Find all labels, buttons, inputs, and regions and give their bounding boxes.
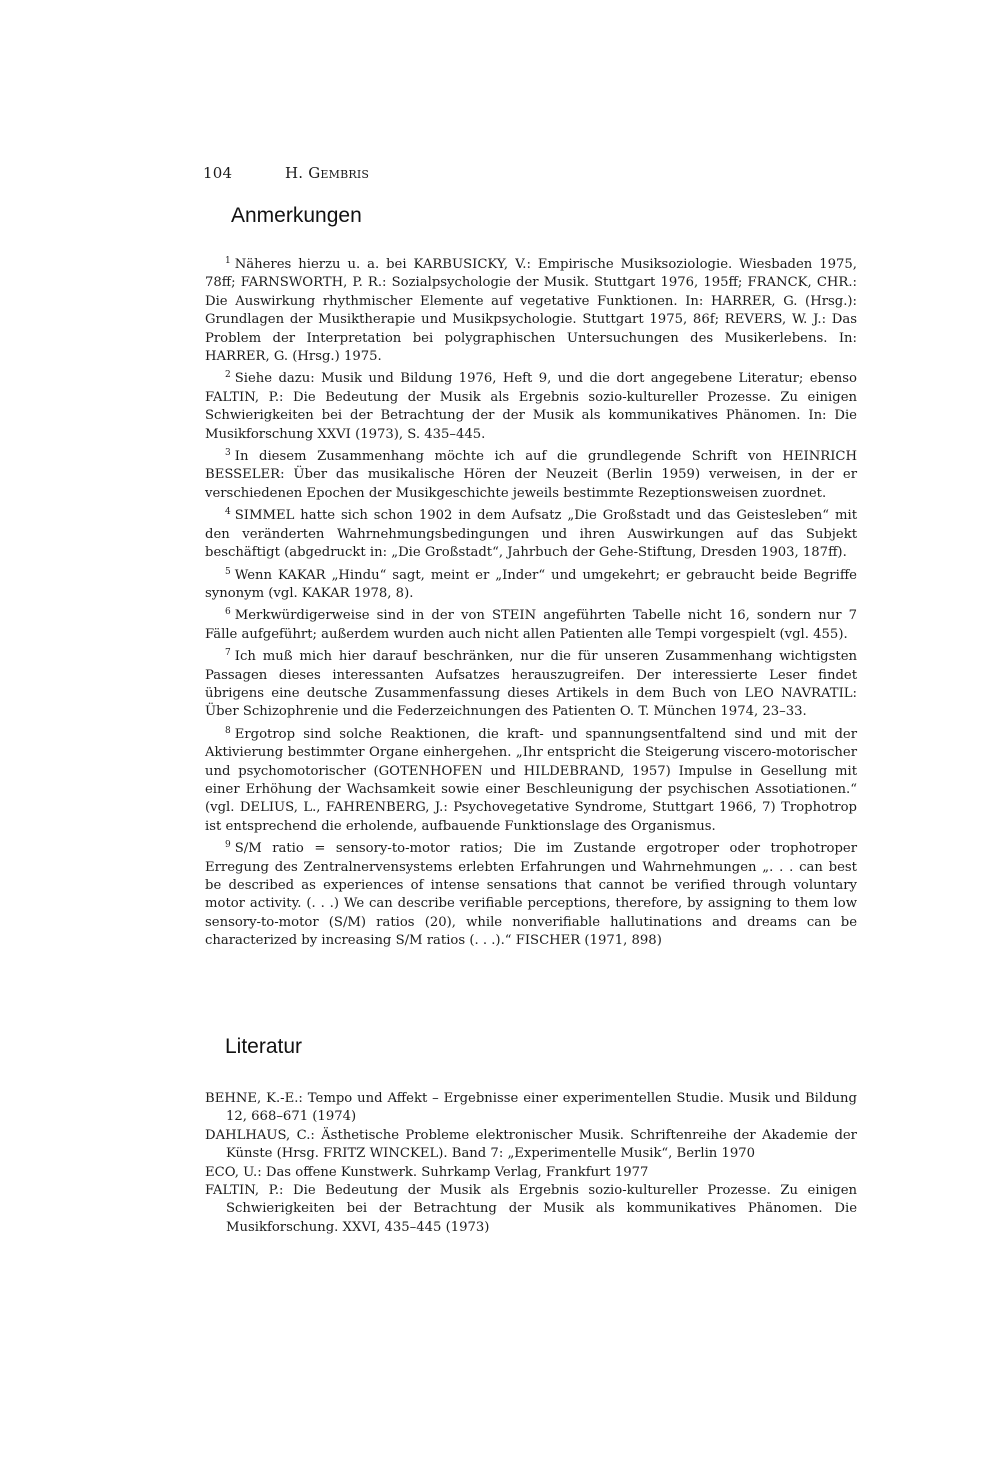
note-text: Wenn KAKAR „Hindu“ sagt, meint er „Inder“ und umgekehrt; er gebraucht beide Begriffe synonym (vgl. KAKAR 1978, 8). [205,567,857,601]
note-text: Siehe dazu: Musik und Bildung 1976, Heft 9, und die dort angegebene Literatur; ebenso FALTIN, P.: Die Bedeutung der Musik als Ergebnis sozio-kultureller Prozesse. Zu einigen Schwierigkeiten bei der Betrachtung der der Musik als kommunikatives Phänomen. In: Die Musikforschung XXVI (1973), S. 435–445. [205,371,857,442]
note-number: 6 [225,607,231,618]
reference-item: ECO, U.: Das offene Kunstwerk. Suhrkamp Verlag, Frankfurt 1977 [205,1164,649,1180]
page-number: 104 [203,164,233,182]
note-item [205,503,857,562]
anmerkungen-heading: Anmerkungen [231,204,362,227]
note-number: 8 [225,725,231,736]
note-item [205,563,857,604]
notes-list [205,252,857,951]
note-item [205,836,857,950]
note-text: Ich muß mich hier darauf beschränken, nur die für unseren Zusammenhang wichtigsten Passagen dieses interessanten Aufsatzes herauszugreifen. Der interessierte Leser findet übrigens eine deutsche Zusammenfassung dieses Artikels in dem Buch von LEO NAVRATIL: Über Schizophrenie und die Federzeichnungen des Patienten O. T. München 1974, 23–33. [205,649,857,720]
note-number: 1 [225,256,231,266]
note-text: Merkwürdigerweise sind in der von STEIN angeführten Tabelle nicht 16, sondern nur 7 Fälle aufgeführt; außerdem wurden auch nicht allen Patienten alle Tempi vorgespielt (vgl. 455). [205,608,857,642]
note-item [205,722,857,836]
reference-item: BEHNE, K.-E.: Tempo und Affekt – Ergebnisse einer experimentellen Studie. Musik und Bildung 12, 668–671 (1974) [205,1091,857,1125]
literatur-heading: Literatur [225,1035,303,1058]
note-number: 7 [225,648,231,659]
note-item [205,366,857,444]
reference-item: DAHLHAUS, C.: Ästhetische Probleme elektronischer Musik. Schriftenreihe der Akademie der Künste (Hrsg. FRITZ WINCKEL). Band 7: „Experimentelle Musik“, Berlin 1970 [205,1127,857,1162]
note-number: 9 [225,840,231,851]
note-item [205,252,857,366]
note-text: Ergotrop sind solche Reaktionen, die kraft- und spannungsentfaltend sind und mit der Aktivierung bestimmter Organe einhergehen. „Ihr entspricht die Steigerung viscero-motorischer und psychomotorischer (GOTENHOFEN und HILDEBRAND, 1957) Impulse in Gesellung mit einer Erhöhung der Wachsamkeit sowie einer Beschleunigung der psychischen Assotiationen.“ (vgl. DELIUS, L., FAHRENBERG, J.: Psychovegetative Syndrome, Stuttgart 1966, 7) Trophotrop ist entsprechend die erholende, aufbauende Funktionslage des Organismus. [205,726,857,834]
note-number: 4 [225,507,231,518]
note-item [205,644,857,722]
note-text: Näheres hierzu u. a. bei KARBUSICKY, V.: Empirische Musiksoziologie. Wiesbaden 1975, 78ff; FARNSWORTH, P. R.: Sozialpsychologie der Musik. Stuttgart 1976, 195ff; FRANCK, CHR.: Die Auswirkung rhythmischer Elemente auf vegetative Funktionen. In: HARRER, G. (Hrsg.): Grundlagen der Musiktherapie und Musikpsychologie. Stuttgart 1975, 86f; REVERS, W. J.: Das Problem der Interpretation bei polygraphischen Untersuchungen des Musikerlebens. In: HARRER, G. (Hrsg.) 1975. [205,257,857,365]
note-number: 5 [225,566,231,577]
running-header [203,164,369,182]
reference-item: FALTIN, P.: Die Bedeutung der Musik als Ergebnis sozio-kultureller Prozesse. Zu einigen Schwierigkeiten bei der Betrachtung der Musik als kommunikatives Phänomen. Die Musikforschung. XXVI, 435–445 (1973) [205,1183,857,1235]
note-number: 3 [225,448,231,459]
references-list [205,1090,857,1237]
note-item [205,603,857,644]
running-head-author: H. Gembris [285,164,370,182]
note-item [205,444,857,503]
note-text: S/M ratio = sensory-to-motor ratios; Die im Zustande ergotroper oder trophotroper Erregung des Zentralnervensystems erlebten Erfahrungen und Wahrnehmungen „. . . can best be described as experiences of intense sensations that cannot be verified through voluntary motor activity. (. . .) We can describe verifiable perceptions, therefore, by assigning to them low sensory-to-motor (S/M) ratios (20), while nonverifiable hallutinations and dreams can be characterized by increasing S/M ratios (. . .).“ FISCHER (1971, 898) [205,841,857,949]
note-number: 2 [225,370,231,381]
note-text: SIMMEL hatte sich schon 1902 in dem Aufsatz „Die Großstadt und das Geistesleben“ mit den veränderten Wahrnehmungsbedingungen und ihren Auswirkungen auf das Subjekt beschäftigt (abgedruckt in: „Die Großstadt“, Jahrbuch der Gehe-Stiftung, Dresden 1903, 187ff). [205,508,857,561]
note-text: In diesem Zusammenhang möchte ich auf die grundlegende Schrift von HEINRICH BESSELER: Über das musikalische Hören der Neuzeit (Berlin 1959) verweisen, in der er verschiedenen Epochen der Musikgeschichte jeweils bestimmte Rezeptionsweisen zuordnet. [205,449,857,501]
